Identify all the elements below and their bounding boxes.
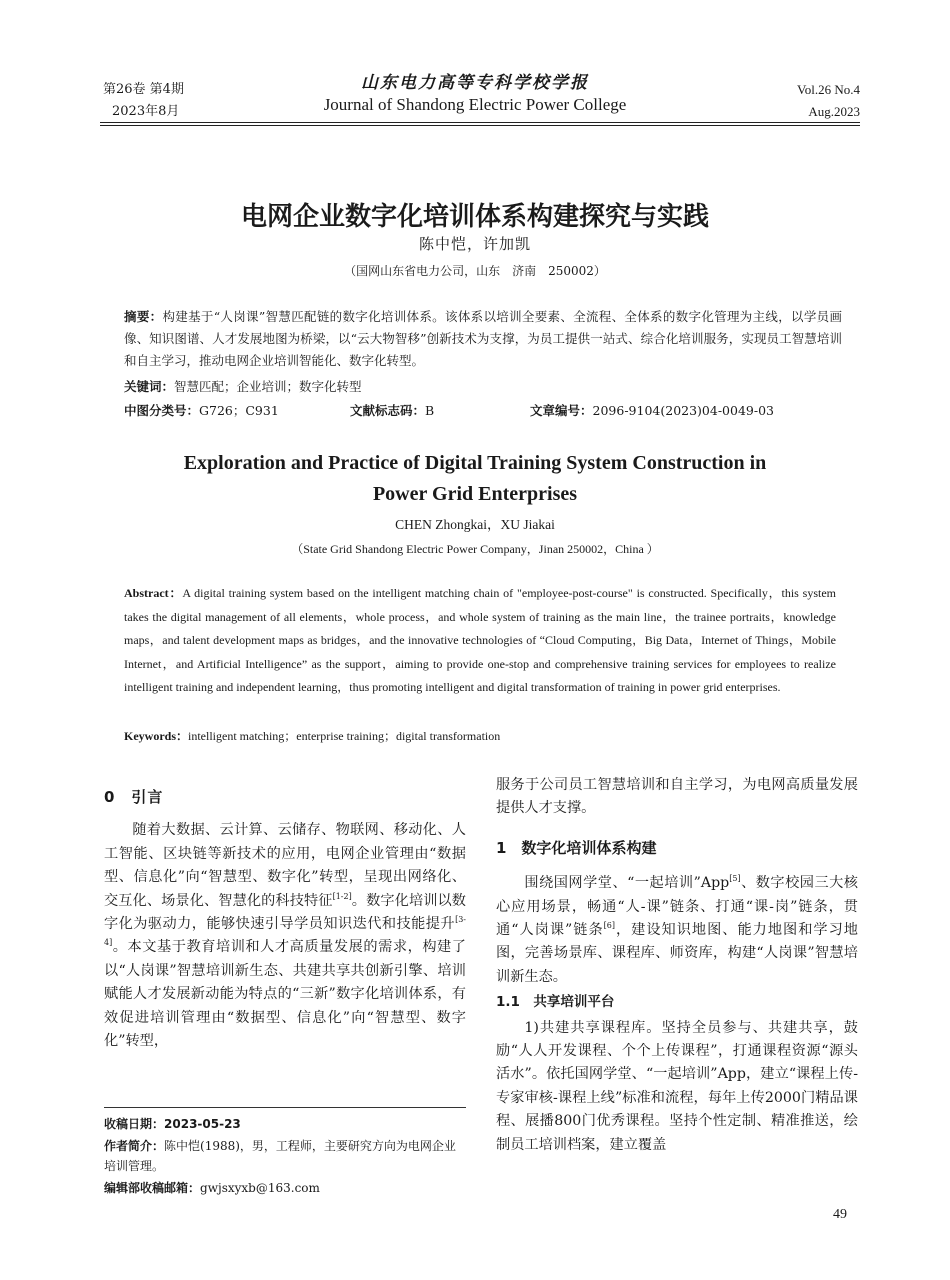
received-date — [104, 1114, 466, 1134]
keywords-en-text: intelligent matching；enterprise training；digital transformation — [188, 729, 501, 743]
intro-text-b: 。数字化培训以数字化为驱动力，能够快速引导学员知识迭代和技能提升 — [104, 892, 466, 933]
document-code-label: 文献标志码： — [350, 403, 426, 418]
issue-volume: 第26卷 第4期 — [103, 82, 184, 97]
abstract-cn — [124, 306, 842, 372]
issue-date: 2023年8月 — [112, 104, 180, 119]
header-rule — [100, 122, 860, 123]
abstract-en-text: A digital training system based on the intelligent matching chain of "employee-post-course" is constructed. Specifically，this system takes the digital management of all elements，whole process，and whole system of training as the main line，the trainee portraits，knowledge maps，and talent development maps as bridges，and the innovative technologies of “Cloud Computing，Big Data，Internet of Things，Mobile Internet，and Artificial Intelligence” as the support，aiming to provide one-stop and comprehensive training services for employees to realize intelligent training and independent learning，thus promoting intelligent and digital transformation of training in power grid enterprises. — [124, 586, 836, 695]
page-number: 49 — [833, 1207, 847, 1222]
abstract-cn-text: 构建基于“人岗课”智慧匹配链的数字化培训体系。该体系以培训全要素、全流程、全体系的数字化管理为主线，以学员画像、知识图谱、人才发展地图为桥梁，以“云大物智移”创新技术为支撑，为员工提供一站式、综合化培训服务，实现员工智慧培训和自主学习，推动电网企业培训智能化、数字化转型。 — [124, 309, 842, 368]
intro-text-c: 。本文基于教育培训和人才高质量发展的需求，构建了以“人岗课”智慧培训新生态、共建共享共创新引擎、培训赋能人才发展新动能为特点的“三新”数字化培训体系，有效促进培训管理由“数据型、信息化”向“智慧型、数字化”转型， — [104, 939, 466, 1050]
author-bio-label: 作者简介： — [104, 1139, 165, 1153]
footnote-rule — [104, 1107, 466, 1108]
article-number-label: 文章编号： — [530, 403, 593, 418]
citation-5: [5] — [729, 874, 741, 884]
footnote — [104, 1114, 466, 1198]
keywords-en — [124, 725, 836, 749]
section1-text-b: 、数字校园三大核心应用场景，畅通“人-课”链条、打通“课-岗”链条，贯通“人岗课”链条 — [496, 875, 858, 939]
header-rule-double — [100, 125, 860, 126]
journal-name-en: Journal of Shandong Electric Power College — [323, 95, 627, 114]
citation-1-2: [1-2] — [332, 891, 352, 901]
article-number-value: 2096-9104(2023)04-0049-03 — [592, 403, 774, 418]
journal-name-cn: 山东电力高等专科学校学报 — [361, 73, 589, 93]
affiliation-cn: （国网山东省电力公司，山东 济南 250002） — [344, 264, 606, 278]
editorial-email-value: gwjsxyxb@163.com — [200, 1181, 320, 1195]
clc-number — [124, 400, 279, 422]
issue-volume-en: Vol.26 No.4 — [797, 82, 860, 97]
section-heading-0: 0 引言 — [104, 788, 164, 806]
intro-text-a: 随着大数据、云计算、云储存、物联网、移动化、人工智能、区块链等新技术的应用，电网企业管理由“数据型、信息化”向“智慧型、数字化”转型，呈现出网络化、交互化、场景化、智慧化的科技特征 — [104, 822, 466, 909]
editorial-email — [104, 1178, 466, 1198]
document-code-value: B — [425, 403, 435, 418]
editorial-email-label: 编辑部收稿邮箱： — [104, 1181, 201, 1195]
article-number — [530, 400, 774, 422]
affiliation-en: （State Grid Shandong Electric Power Company，Jinan 250002，China ） — [291, 542, 659, 556]
intro-continued: 服务于公司员工智慧培训和自主学习，为电网高质量发展提供人才支撑。 — [496, 777, 858, 817]
section-heading-1: 1 数字化培训体系构建 — [496, 838, 657, 857]
subsection1-paragraph: 1)共建共享课程库。坚持全员参与、共建共享，鼓励“人人开发课程、个个上传课程”，打通课程资源“源头活水”。依托国网学堂、“一起培训”App，建立“课程上传-专家审核-课程上线”标准和流程，每年上传2000门精品课程、展播800门优秀课程。坚持个性定制、精准推送，绘制员工培训档案，建立覆盖 — [496, 1019, 858, 1153]
received-date-value: 2023-05-23 — [164, 1117, 241, 1131]
keywords-en-label: Keywords： — [124, 729, 188, 743]
received-date-label: 收稿日期： — [104, 1117, 165, 1131]
abstract-en-label: Abstract： — [124, 586, 183, 600]
author-bio-text: 陈中恺(1988)，男，工程师，主要研究方向为电网企业培训管理。 — [104, 1139, 456, 1173]
citation-3-4: [3-4] — [104, 915, 466, 948]
title-en-line2: Power Grid Enterprises — [372, 483, 578, 505]
right-column — [496, 774, 858, 1157]
left-column — [104, 786, 466, 1053]
title-en-line1: Exploration and Practice of Digital Training System Construction in — [183, 452, 767, 474]
keywords-cn — [124, 376, 842, 398]
section1-text-c: ，建设知识地图、能力地图和学习地图，完善场景库、课程库、师资库，构建“人岗课”智慧培训新生态。 — [496, 922, 858, 985]
title-cn: 电网企业数字化培训体系构建探究与实践 — [240, 202, 709, 232]
intro-paragraph — [104, 819, 466, 1053]
clc-label: 中图分类号： — [124, 403, 200, 418]
issue-date-en: Aug.2023 — [808, 104, 860, 119]
abstract-cn-label: 摘要： — [124, 309, 163, 324]
document-code — [350, 400, 434, 422]
keywords-cn-text: 智慧匹配；企业培训；数字化转型 — [174, 379, 362, 394]
author-bio — [104, 1136, 466, 1176]
abstract-en — [124, 582, 836, 700]
section1-text-a: 围绕国网学堂、“一起培训”App — [524, 875, 730, 892]
authors-en: CHEN Zhongkai，XU Jiakai — [395, 517, 555, 532]
section1-paragraph — [496, 872, 858, 989]
citation-6: [6] — [603, 921, 615, 931]
clc-value: G726；C931 — [199, 403, 279, 418]
keywords-cn-label: 关键词： — [124, 379, 175, 394]
subsection-heading-1-1: 1.1 共享培训平台 — [496, 994, 615, 1011]
authors-cn: 陈中恺，许加凯 — [418, 235, 531, 253]
